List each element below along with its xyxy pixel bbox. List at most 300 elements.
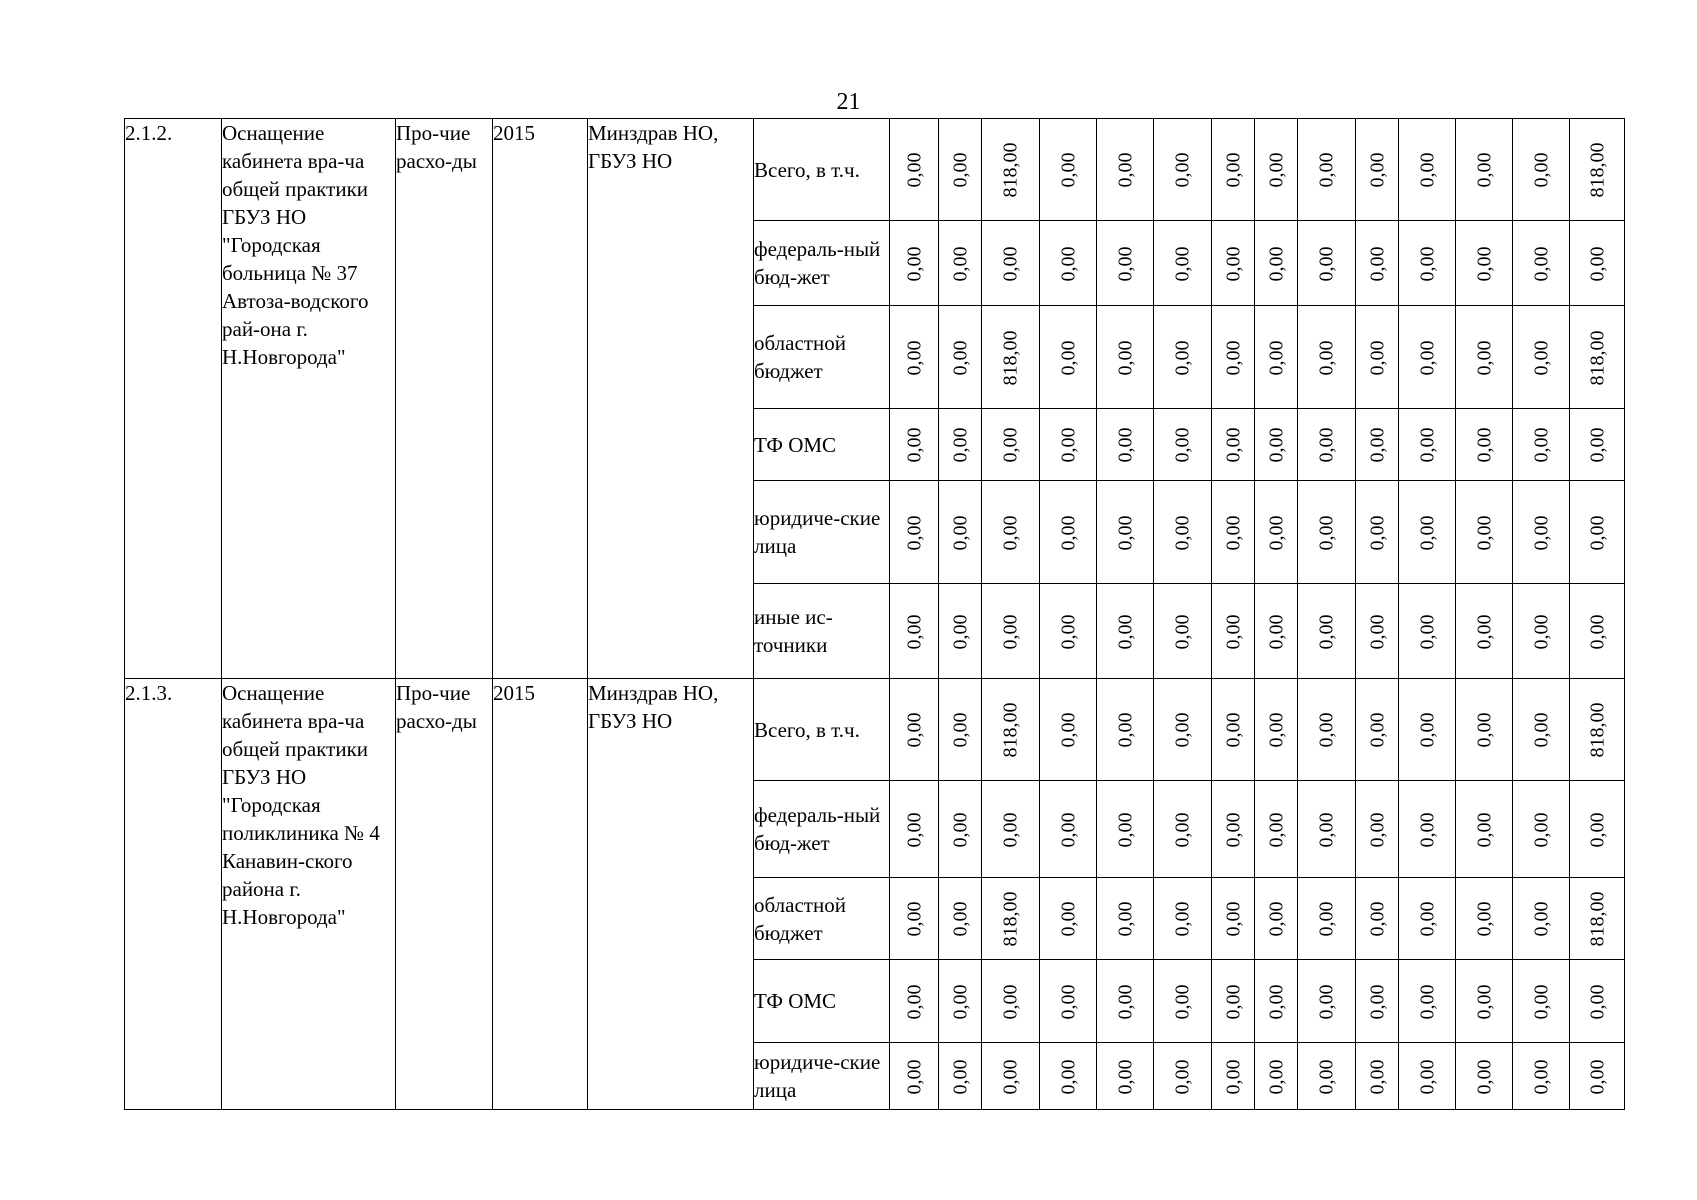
value-text: 0,00 bbox=[1530, 812, 1552, 847]
value-text: 0,00 bbox=[999, 812, 1022, 847]
item-number: 2.1.2. bbox=[125, 119, 222, 679]
value-text: 818,00 bbox=[999, 330, 1022, 385]
value-text: 0,00 bbox=[1265, 1059, 1287, 1094]
value-text: 0,00 bbox=[1416, 427, 1438, 463]
value-text: 0,00 bbox=[1057, 152, 1079, 188]
value-cell bbox=[890, 409, 939, 481]
value-cell bbox=[1356, 481, 1399, 584]
value-cell bbox=[982, 584, 1040, 679]
value-cell bbox=[890, 119, 939, 221]
value-cell bbox=[1298, 960, 1356, 1043]
value-text: 0,00 bbox=[1530, 901, 1552, 937]
value-text: 0,00 bbox=[1171, 712, 1194, 748]
value-cell bbox=[890, 679, 939, 781]
value-text: 0,00 bbox=[999, 515, 1022, 550]
value-cell bbox=[1456, 306, 1513, 409]
funding-source-label: юридиче-ские лица bbox=[754, 481, 890, 584]
value-cell bbox=[1097, 481, 1154, 584]
value-cell bbox=[1212, 306, 1255, 409]
value-text: 0,00 bbox=[1315, 614, 1338, 649]
value-cell bbox=[939, 119, 982, 221]
value-cell bbox=[1298, 119, 1356, 221]
value-cell bbox=[1399, 679, 1456, 781]
value-cell bbox=[1399, 481, 1456, 584]
value-cell bbox=[1298, 481, 1356, 584]
value-text: 0,00 bbox=[1265, 712, 1287, 748]
value-cell bbox=[1212, 409, 1255, 481]
value-text: 0,00 bbox=[1222, 246, 1244, 281]
value-cell bbox=[1097, 306, 1154, 409]
value-cell bbox=[1570, 679, 1625, 781]
value-text: 0,00 bbox=[1315, 427, 1338, 463]
value-text: 0,00 bbox=[999, 246, 1022, 281]
value-cell bbox=[1298, 409, 1356, 481]
value-cell bbox=[1154, 306, 1212, 409]
value-cell bbox=[1356, 409, 1399, 481]
value-text: 0,00 bbox=[1315, 152, 1338, 188]
value-text: 0,00 bbox=[1057, 340, 1079, 375]
value-cell bbox=[1356, 221, 1399, 306]
funding-source-label: иные ис-точники bbox=[754, 584, 890, 679]
value-text: 0,00 bbox=[1171, 340, 1194, 375]
value-cell bbox=[1255, 584, 1298, 679]
value-cell bbox=[890, 221, 939, 306]
value-cell bbox=[1255, 878, 1298, 960]
value-cell bbox=[1570, 878, 1625, 960]
value-cell bbox=[1097, 221, 1154, 306]
value-cell bbox=[1212, 221, 1255, 306]
value-text: 0,00 bbox=[1586, 246, 1608, 281]
value-cell bbox=[1399, 878, 1456, 960]
value-cell bbox=[1212, 584, 1255, 679]
value-cell bbox=[1255, 1043, 1298, 1110]
value-text: 0,00 bbox=[1114, 427, 1136, 463]
value-text: 818,00 bbox=[999, 891, 1022, 947]
value-text: 0,00 bbox=[1366, 427, 1388, 463]
value-cell bbox=[1399, 960, 1456, 1043]
value-cell bbox=[1513, 781, 1570, 878]
value-cell bbox=[982, 481, 1040, 584]
value-text: 0,00 bbox=[1473, 712, 1495, 748]
value-text: 0,00 bbox=[1265, 340, 1287, 375]
table-row bbox=[125, 119, 1625, 221]
value-text: 0,00 bbox=[1530, 246, 1552, 281]
value-text: 818,00 bbox=[999, 702, 1022, 758]
value-text: 0,00 bbox=[1315, 901, 1338, 937]
value-text: 0,00 bbox=[1366, 515, 1388, 550]
value-text: 0,00 bbox=[1265, 984, 1287, 1019]
value-cell bbox=[982, 1043, 1040, 1110]
value-cell bbox=[1513, 878, 1570, 960]
value-cell bbox=[1154, 878, 1212, 960]
value-cell bbox=[1356, 306, 1399, 409]
value-cell bbox=[1356, 119, 1399, 221]
value-text: 0,00 bbox=[903, 515, 925, 550]
value-text: 0,00 bbox=[1315, 340, 1338, 375]
value-text: 0,00 bbox=[1114, 515, 1136, 550]
value-cell bbox=[939, 481, 982, 584]
value-cell bbox=[1040, 1043, 1097, 1110]
value-text: 0,00 bbox=[1366, 340, 1388, 375]
value-text: 0,00 bbox=[1586, 1059, 1608, 1094]
value-text: 0,00 bbox=[1530, 1059, 1552, 1094]
value-cell bbox=[1399, 781, 1456, 878]
value-cell bbox=[1040, 878, 1097, 960]
value-cell bbox=[939, 409, 982, 481]
value-cell bbox=[982, 679, 1040, 781]
year: 2015 bbox=[493, 119, 588, 679]
value-cell bbox=[1513, 221, 1570, 306]
value-text: 0,00 bbox=[1114, 901, 1136, 937]
value-text: 0,00 bbox=[1473, 515, 1495, 550]
value-cell bbox=[1356, 679, 1399, 781]
value-text: 0,00 bbox=[1222, 712, 1244, 748]
value-text: 0,00 bbox=[1315, 812, 1338, 847]
table-row bbox=[125, 679, 1625, 781]
value-text: 0,00 bbox=[1416, 1059, 1438, 1094]
value-cell bbox=[1570, 119, 1625, 221]
value-cell bbox=[1212, 781, 1255, 878]
value-text: 0,00 bbox=[949, 812, 971, 847]
value-cell bbox=[1040, 960, 1097, 1043]
value-text: 0,00 bbox=[903, 246, 925, 281]
funding-source-label: ТФ ОМС bbox=[754, 960, 890, 1043]
value-text: 0,00 bbox=[1114, 984, 1136, 1019]
value-cell bbox=[1456, 119, 1513, 221]
value-cell bbox=[1040, 306, 1097, 409]
value-cell bbox=[1570, 221, 1625, 306]
value-text: 0,00 bbox=[1530, 712, 1552, 748]
value-text: 0,00 bbox=[1057, 246, 1079, 281]
value-text: 0,00 bbox=[1416, 246, 1438, 281]
value-cell bbox=[1570, 960, 1625, 1043]
value-cell bbox=[1356, 878, 1399, 960]
page-number: 21 bbox=[836, 89, 861, 115]
value-text: 0,00 bbox=[1315, 984, 1338, 1019]
funding-source-label: федераль-ный бюд-жет bbox=[754, 221, 890, 306]
value-cell bbox=[1570, 481, 1625, 584]
value-text: 0,00 bbox=[1586, 614, 1608, 649]
budget-table bbox=[124, 118, 1625, 1110]
value-text: 0,00 bbox=[1222, 614, 1244, 649]
value-text: 0,00 bbox=[1315, 515, 1338, 550]
value-cell bbox=[1097, 960, 1154, 1043]
value-text: 0,00 bbox=[1057, 984, 1079, 1019]
value-cell bbox=[1513, 679, 1570, 781]
value-text: 0,00 bbox=[903, 984, 925, 1019]
value-cell bbox=[1097, 119, 1154, 221]
year: 2015 bbox=[493, 679, 588, 1110]
value-cell bbox=[1356, 584, 1399, 679]
value-cell bbox=[1154, 1043, 1212, 1110]
value-text: 0,00 bbox=[903, 340, 925, 375]
value-text: 0,00 bbox=[1530, 984, 1552, 1019]
value-text: 0,00 bbox=[1473, 246, 1495, 281]
value-text: 0,00 bbox=[1114, 340, 1136, 375]
value-cell bbox=[1154, 221, 1212, 306]
value-text: 0,00 bbox=[903, 1059, 925, 1094]
value-text: 0,00 bbox=[1530, 515, 1552, 550]
value-text: 0,00 bbox=[1473, 427, 1495, 463]
value-cell bbox=[1154, 960, 1212, 1043]
value-text: 0,00 bbox=[1416, 614, 1438, 649]
value-text: 0,00 bbox=[1057, 712, 1079, 748]
value-cell bbox=[890, 878, 939, 960]
value-text: 0,00 bbox=[1366, 246, 1388, 281]
value-text: 0,00 bbox=[1416, 712, 1438, 748]
value-cell bbox=[939, 781, 982, 878]
value-cell bbox=[982, 781, 1040, 878]
value-cell bbox=[1570, 409, 1625, 481]
value-text: 0,00 bbox=[903, 812, 925, 847]
funding-source-label: Всего, в т.ч. bbox=[754, 679, 890, 781]
value-cell bbox=[1255, 119, 1298, 221]
value-cell bbox=[890, 781, 939, 878]
value-cell bbox=[1513, 481, 1570, 584]
value-cell bbox=[1298, 781, 1356, 878]
value-cell bbox=[890, 306, 939, 409]
funding-source-label: областной бюджет bbox=[754, 306, 890, 409]
value-text: 0,00 bbox=[1315, 246, 1338, 281]
value-cell bbox=[1399, 1043, 1456, 1110]
value-cell bbox=[1255, 960, 1298, 1043]
value-text: 0,00 bbox=[1057, 515, 1079, 550]
value-cell bbox=[1040, 481, 1097, 584]
value-text: 0,00 bbox=[1586, 812, 1608, 847]
value-cell bbox=[1097, 781, 1154, 878]
value-text: 0,00 bbox=[1171, 1059, 1194, 1094]
value-text: 0,00 bbox=[1057, 901, 1079, 937]
value-text: 0,00 bbox=[1222, 812, 1244, 847]
expense-type: Про-чие расхо-ды bbox=[396, 679, 493, 1110]
value-cell bbox=[1399, 119, 1456, 221]
value-text: 0,00 bbox=[1265, 614, 1287, 649]
value-text: 0,00 bbox=[949, 152, 971, 188]
value-text: 0,00 bbox=[1222, 427, 1244, 463]
value-text: 0,00 bbox=[1057, 427, 1079, 463]
funding-source-label: ТФ ОМС bbox=[754, 409, 890, 481]
value-cell bbox=[1456, 679, 1513, 781]
value-cell bbox=[939, 306, 982, 409]
value-cell bbox=[982, 306, 1040, 409]
value-cell bbox=[1212, 1043, 1255, 1110]
value-cell bbox=[1154, 781, 1212, 878]
value-cell bbox=[1399, 409, 1456, 481]
value-text: 0,00 bbox=[949, 340, 971, 375]
value-cell bbox=[1154, 584, 1212, 679]
item-name: Оснащение кабинета вра-ча общей практики ГБУЗ НО "Городская поликлиника № 4 Канавин-ского района г. Н.Новгорода" bbox=[222, 679, 396, 1110]
value-cell bbox=[1456, 781, 1513, 878]
value-cell bbox=[1255, 306, 1298, 409]
value-text: 0,00 bbox=[1586, 427, 1608, 463]
value-text: 0,00 bbox=[1473, 340, 1495, 375]
executor: Минздрав НО, ГБУЗ НО bbox=[588, 679, 754, 1110]
value-cell bbox=[1570, 306, 1625, 409]
value-cell bbox=[1255, 409, 1298, 481]
value-cell bbox=[939, 960, 982, 1043]
value-cell bbox=[1212, 960, 1255, 1043]
value-cell bbox=[939, 878, 982, 960]
value-cell bbox=[1399, 306, 1456, 409]
value-cell bbox=[1456, 409, 1513, 481]
value-text: 0,00 bbox=[999, 614, 1022, 649]
value-cell bbox=[1097, 409, 1154, 481]
value-text: 0,00 bbox=[1171, 984, 1194, 1019]
value-text: 0,00 bbox=[999, 984, 1022, 1019]
value-cell bbox=[982, 878, 1040, 960]
value-text: 0,00 bbox=[1366, 1059, 1388, 1094]
value-cell bbox=[982, 409, 1040, 481]
value-text: 0,00 bbox=[1222, 515, 1244, 550]
value-text: 0,00 bbox=[1416, 515, 1438, 550]
value-text: 818,00 bbox=[1586, 702, 1609, 758]
value-text: 0,00 bbox=[1057, 1059, 1079, 1094]
value-cell bbox=[1356, 960, 1399, 1043]
value-text: 0,00 bbox=[1265, 246, 1287, 281]
value-text: 0,00 bbox=[949, 984, 971, 1019]
value-cell bbox=[939, 1043, 982, 1110]
value-text: 0,00 bbox=[1473, 614, 1495, 649]
value-text: 0,00 bbox=[999, 1059, 1022, 1094]
value-cell bbox=[1298, 584, 1356, 679]
value-cell bbox=[1570, 781, 1625, 878]
value-text: 818,00 bbox=[999, 142, 1022, 198]
value-cell bbox=[939, 584, 982, 679]
value-text: 0,00 bbox=[1416, 812, 1438, 847]
value-cell bbox=[1513, 1043, 1570, 1110]
value-cell bbox=[1298, 306, 1356, 409]
value-cell bbox=[1570, 584, 1625, 679]
value-text: 0,00 bbox=[903, 712, 925, 748]
value-text: 0,00 bbox=[1265, 515, 1287, 550]
value-cell bbox=[1040, 409, 1097, 481]
value-text: 0,00 bbox=[1530, 340, 1552, 375]
value-text: 0,00 bbox=[1530, 427, 1552, 463]
value-cell bbox=[939, 221, 982, 306]
value-cell bbox=[1255, 679, 1298, 781]
value-cell bbox=[1298, 1043, 1356, 1110]
value-cell bbox=[1097, 584, 1154, 679]
value-cell bbox=[1570, 1043, 1625, 1110]
value-text: 0,00 bbox=[1416, 152, 1438, 188]
value-cell bbox=[1040, 221, 1097, 306]
value-cell bbox=[1154, 679, 1212, 781]
value-cell bbox=[890, 1043, 939, 1110]
value-text: 0,00 bbox=[1114, 614, 1136, 649]
value-cell bbox=[1513, 409, 1570, 481]
value-text: 0,00 bbox=[1114, 712, 1136, 748]
value-text: 0,00 bbox=[949, 712, 971, 748]
value-text: 0,00 bbox=[1416, 901, 1438, 937]
value-text: 0,00 bbox=[1366, 984, 1388, 1019]
executor: Минздрав НО, ГБУЗ НО bbox=[588, 119, 754, 679]
value-text: 0,00 bbox=[1114, 152, 1136, 188]
value-cell bbox=[1356, 1043, 1399, 1110]
value-cell bbox=[1513, 306, 1570, 409]
value-cell bbox=[1513, 119, 1570, 221]
value-text: 0,00 bbox=[1416, 984, 1438, 1019]
value-cell bbox=[890, 960, 939, 1043]
item-name: Оснащение кабинета вра-ча общей практики ГБУЗ НО "Городская больница № 37 Автоза-водского рай-она г. Н.Новгорода" bbox=[222, 119, 396, 679]
value-cell bbox=[982, 960, 1040, 1043]
value-text: 0,00 bbox=[903, 152, 925, 188]
value-cell bbox=[1456, 1043, 1513, 1110]
value-cell bbox=[1513, 584, 1570, 679]
value-text: 0,00 bbox=[1171, 515, 1194, 550]
value-cell bbox=[1212, 878, 1255, 960]
value-text: 0,00 bbox=[1171, 152, 1194, 188]
value-text: 0,00 bbox=[949, 246, 971, 281]
value-cell bbox=[890, 481, 939, 584]
value-cell bbox=[1298, 679, 1356, 781]
value-text: 0,00 bbox=[1265, 152, 1287, 188]
value-text: 0,00 bbox=[949, 614, 971, 649]
funding-source-label: областной бюджет bbox=[754, 878, 890, 960]
value-cell bbox=[1040, 119, 1097, 221]
value-text: 0,00 bbox=[1057, 614, 1079, 649]
value-cell bbox=[1456, 878, 1513, 960]
value-cell bbox=[1356, 781, 1399, 878]
item-number: 2.1.3. bbox=[125, 679, 222, 1110]
value-text: 0,00 bbox=[1114, 246, 1136, 281]
value-text: 0,00 bbox=[1222, 984, 1244, 1019]
value-cell bbox=[1040, 781, 1097, 878]
value-text: 0,00 bbox=[1366, 614, 1388, 649]
value-text: 0,00 bbox=[949, 901, 971, 937]
value-cell bbox=[1154, 409, 1212, 481]
funding-source-label: федераль-ный бюд-жет bbox=[754, 781, 890, 878]
value-cell bbox=[1040, 679, 1097, 781]
value-cell bbox=[1097, 679, 1154, 781]
value-text: 0,00 bbox=[903, 614, 925, 649]
value-text: 0,00 bbox=[1366, 901, 1388, 937]
value-text: 818,00 bbox=[1586, 330, 1609, 385]
value-cell bbox=[1298, 878, 1356, 960]
value-text: 0,00 bbox=[1171, 614, 1194, 649]
value-text: 0,00 bbox=[1366, 712, 1388, 748]
value-text: 0,00 bbox=[1171, 812, 1194, 847]
value-text: 0,00 bbox=[1473, 812, 1495, 847]
value-text: 0,00 bbox=[1315, 712, 1338, 748]
value-text: 818,00 bbox=[1586, 891, 1609, 947]
value-text: 0,00 bbox=[1171, 427, 1194, 463]
value-text: 0,00 bbox=[1114, 1059, 1136, 1094]
value-text: 0,00 bbox=[1416, 340, 1438, 375]
value-cell bbox=[890, 584, 939, 679]
value-cell bbox=[1154, 119, 1212, 221]
value-text: 0,00 bbox=[1315, 1059, 1338, 1094]
value-cell bbox=[1399, 584, 1456, 679]
value-text: 0,00 bbox=[1473, 1059, 1495, 1094]
value-text: 0,00 bbox=[999, 427, 1022, 463]
value-text: 0,00 bbox=[949, 515, 971, 550]
value-text: 0,00 bbox=[1222, 1059, 1244, 1094]
value-cell bbox=[982, 119, 1040, 221]
value-text: 0,00 bbox=[1057, 812, 1079, 847]
value-cell bbox=[1456, 960, 1513, 1043]
value-text: 0,00 bbox=[1366, 812, 1388, 847]
value-text: 0,00 bbox=[1265, 812, 1287, 847]
value-cell bbox=[1255, 781, 1298, 878]
value-cell bbox=[1212, 481, 1255, 584]
value-text: 0,00 bbox=[903, 901, 925, 937]
value-text: 0,00 bbox=[1366, 152, 1388, 188]
value-text: 0,00 bbox=[1473, 901, 1495, 937]
value-cell bbox=[1513, 960, 1570, 1043]
value-text: 0,00 bbox=[1473, 152, 1495, 188]
value-text: 0,00 bbox=[949, 1059, 971, 1094]
value-cell bbox=[1399, 221, 1456, 306]
